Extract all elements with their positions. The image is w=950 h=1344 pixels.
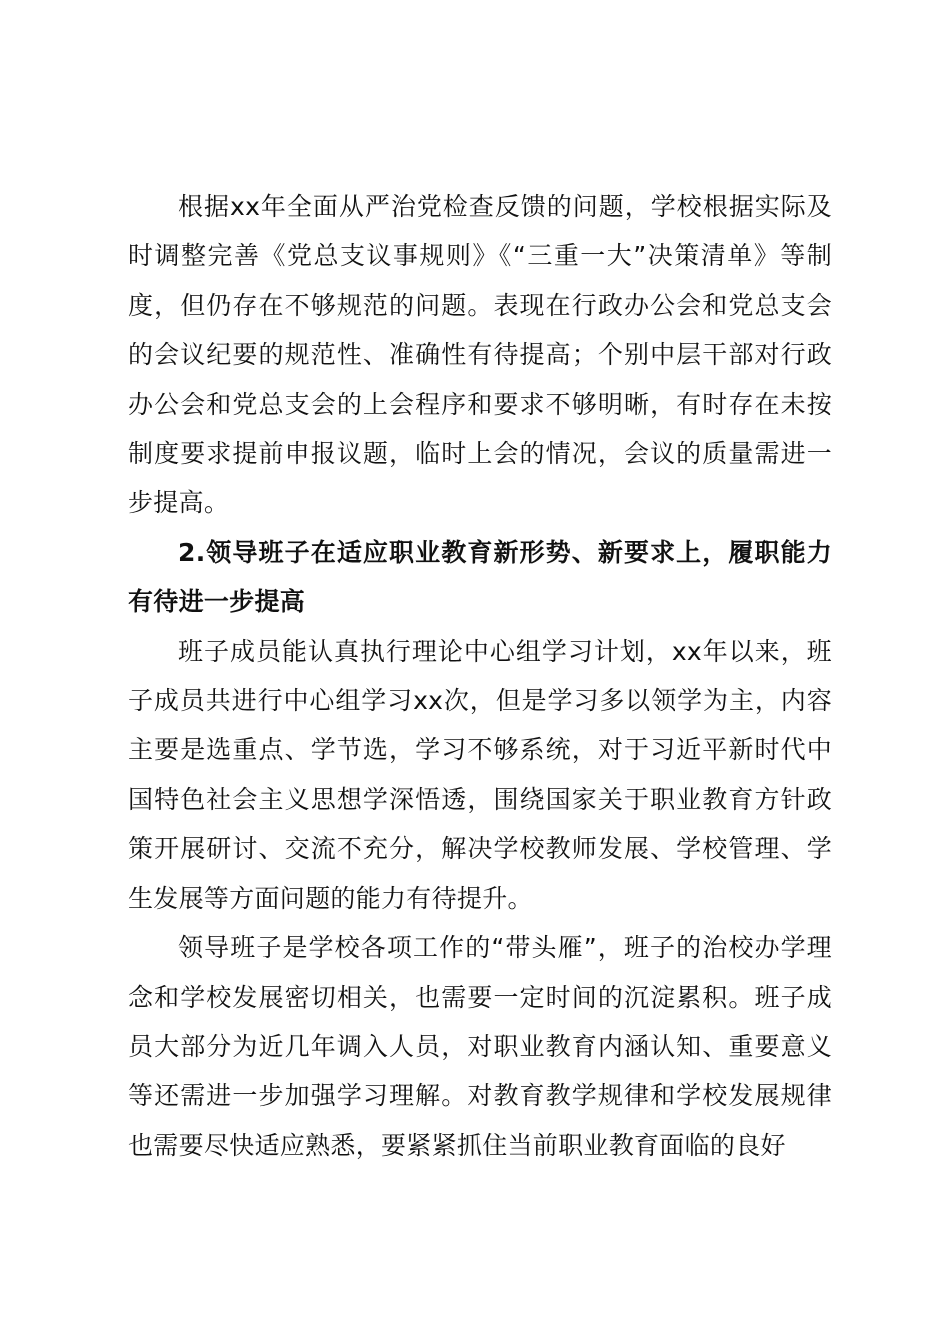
paragraph-study-plan: 班子成员能认真执行理论中心组学习计划，xx年以来，班子成员共进行中心组学习xx次，但是学习多以领学为主，内容主要是选重点、学节选，学习不够系统，对于习近平新时代中国特色社会主义思想学深悟透，围绕国家关于职业教育方针政策开展研讨、交流不充分，解决学校教师发展、学校管理、学生发展等方面问题的能力有待提升。 [128, 636, 832, 913]
section-heading-2: 2.领导班子在适应职业教育新形势、新要求上，履职能力有待进一步提高 [128, 537, 832, 617]
document-body [128, 182, 832, 1170]
paragraph-leadership: 领导班子是学校各项工作的“带头雁”，班子的治校办学理念和学校发展密切相关，也需要一定时间的沉淀累积。班子成员大部分为近几年调入人员，对职业教育内涵认知、重要意义等还需进一步加强学习理解。对教育教学规律和学校发展规律也需要尽快适应熟悉，要紧紧抓住当前职业教育面临的良好 [128, 933, 832, 1160]
paragraph-meeting-rules: 根据xx年全面从严治党检查反馈的问题，学校根据实际及时调整完善《党总支议事规则》《“三重一大”决策清单》等制度，但仍存在不够规范的问题。表现在行政办公会和党总支会的会议纪要的规范性、准确性有待提高；个别中层干部对行政办公会和党总支会的上会程序和要求不够明晰，有时存在未按制度要求提前申报议题，临时上会的情况，会议的质量需进一步提高。 [128, 192, 832, 518]
